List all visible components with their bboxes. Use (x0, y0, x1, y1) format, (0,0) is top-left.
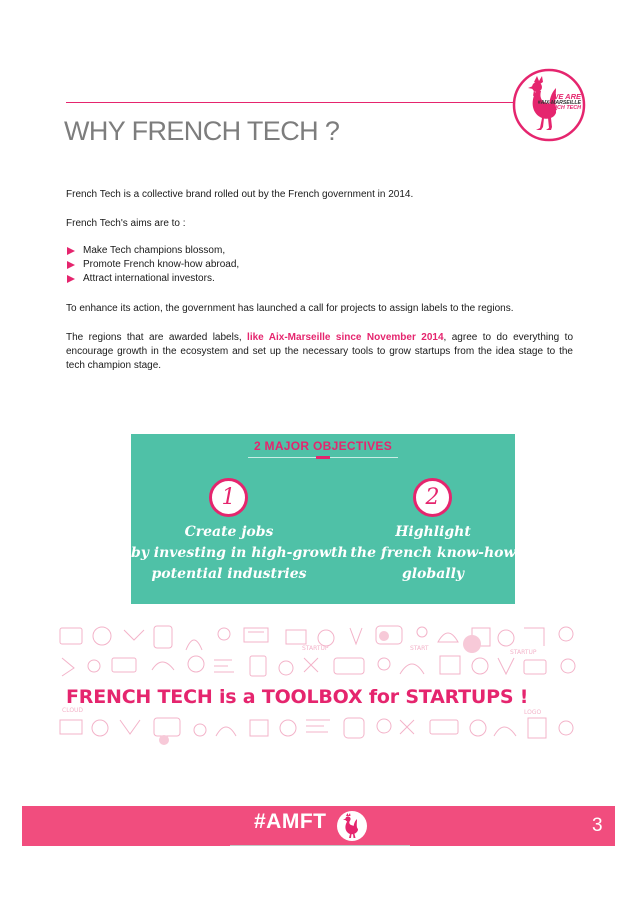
objective-2-line: the french know-how (350, 545, 516, 561)
aim-text: Promote French know-how abroad, (83, 259, 240, 270)
objective-2-line: Highlight (395, 524, 471, 540)
bullet-arrow-icon (67, 261, 75, 269)
doodle-word: STARTUP (510, 649, 537, 656)
body-text (66, 188, 573, 388)
action-paragraph: To enhance its action, the government has launched a call for projects to assign labels to the regions. (66, 303, 514, 314)
logo-line-1: WE ARE (551, 92, 581, 101)
intro-paragraph: French Tech is a collective brand rolled out by the French government in 2014. (66, 189, 414, 200)
doodle-word: LOGO (524, 709, 542, 716)
footer-hashtag: #AMFT (254, 810, 327, 833)
aims-intro: French Tech's aims are to : (66, 218, 186, 229)
regions-text-after: , agree to do everything to encourage growth in the ecosystem and set up the necessary tools to grow startups from the idea stage to the tech champion stage. (66, 332, 574, 371)
objective-1-line: by investing in high-growth (131, 545, 348, 561)
aims-list-item (66, 244, 573, 258)
objective-1-line: Create jobs (184, 524, 274, 540)
footer-rooster-icon (336, 810, 368, 842)
objective-1-number: 1 (209, 478, 248, 517)
aims-list-item (66, 258, 573, 272)
objective-2-number: 2 (413, 478, 452, 517)
footer-underline (230, 845, 410, 846)
regions-text-before: The regions that are awarded labels, (66, 332, 248, 343)
objectives-title: 2 MAJOR OBJECTIVES (253, 439, 393, 453)
doodle-word: START (410, 645, 429, 652)
objectives-banner (131, 434, 515, 604)
objective-1-line: potential industries (151, 566, 307, 582)
bullet-arrow-icon (67, 247, 75, 255)
page-number: 3 (592, 815, 603, 836)
objectives-divider (248, 457, 398, 458)
regions-highlight: like Aix-Marseille since November 2014 (247, 332, 444, 343)
page-title: WHY FRENCH TECH ? (64, 116, 340, 146)
bullet-arrow-icon (67, 275, 75, 283)
aim-text: Make Tech champions blossom, (83, 245, 226, 256)
doodle-word: CLOUD (62, 707, 84, 714)
startup-doodles-background (54, 620, 586, 750)
aims-list (66, 244, 573, 286)
regions-paragraph (66, 331, 573, 373)
logo-text (525, 93, 581, 112)
header-rule (66, 102, 518, 103)
logo-line-3: FRENCH TECH (542, 105, 581, 112)
logo-line-2: #AIX-MARSEILLE (537, 99, 581, 106)
toolbox-heading: FRENCH TECH is a TOOLBOX for STARTUPS ! (66, 686, 529, 708)
aim-text: Attract international investors. (83, 273, 215, 284)
toolbox-banner (54, 620, 586, 750)
objective-2-line: globally (401, 566, 465, 582)
objective-2-text (345, 522, 521, 585)
objective-1-text (131, 522, 348, 585)
doodle-word: STARTUP (302, 645, 329, 652)
aims-list-item (66, 272, 573, 286)
